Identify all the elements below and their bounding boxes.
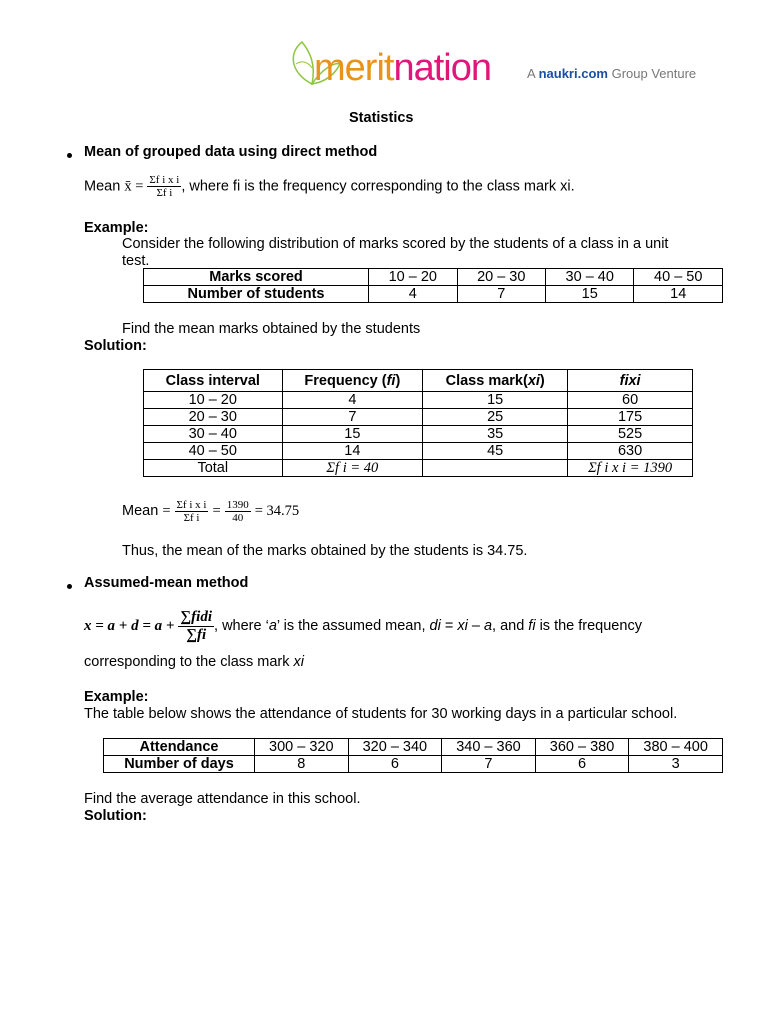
tag-naukri: naukri.com xyxy=(538,66,608,81)
desc-text: corresponding to the class mark xyxy=(84,654,294,670)
desc-var: xi xyxy=(457,618,468,634)
section1-formula xyxy=(84,174,575,199)
table-cell: 15 xyxy=(546,286,634,303)
table-cell xyxy=(423,460,568,477)
table-cell: 175 xyxy=(568,409,693,426)
table-cell: 15 xyxy=(423,392,568,409)
table-cell: 45 xyxy=(423,443,568,460)
logo-tagline xyxy=(527,66,696,81)
table-cell: 320 – 340 xyxy=(348,739,442,756)
table-cell: 25 xyxy=(423,409,568,426)
table-cell: 525 xyxy=(568,426,693,443)
formula-num: Σf i x i xyxy=(149,174,180,186)
distribution-table xyxy=(143,268,723,303)
section2-desc-line2 xyxy=(84,654,304,671)
logo-merit: merit xyxy=(314,47,394,89)
table-cell: 380 – 400 xyxy=(629,739,723,756)
table-cell: 340 – 360 xyxy=(442,739,536,756)
formula2-fraction xyxy=(178,609,214,644)
desc-var: fi xyxy=(528,618,536,634)
table-cell: 60 xyxy=(568,392,693,409)
table-cell: 40 – 50 xyxy=(144,443,283,460)
table-cell: Total xyxy=(144,460,283,477)
formula-lhs: x̄ = xyxy=(124,178,144,195)
table-cell: Number of days xyxy=(104,756,255,773)
table-cell: Marks scored xyxy=(144,269,369,286)
table-cell: 30 – 40 xyxy=(144,426,283,443)
table-row xyxy=(144,443,693,460)
page-title: Statistics xyxy=(349,110,414,126)
table-cell: 15 xyxy=(282,426,423,443)
table-row xyxy=(144,409,693,426)
desc-var: di xyxy=(429,618,441,634)
formula2-den: ∑fi xyxy=(186,626,207,643)
mean-calc-result: = 34.75 xyxy=(254,503,300,519)
tag-suffix: Group Venture xyxy=(611,66,697,81)
table-row xyxy=(144,460,693,477)
table-cell: 6 xyxy=(535,756,629,773)
mean-calc-fraction1 xyxy=(175,499,209,524)
table-header-frequency xyxy=(282,370,423,392)
table-cell: Σf i = 40 xyxy=(282,460,423,477)
table-cell: Σf i x i = 1390 xyxy=(568,460,693,477)
table-cell: 30 – 40 xyxy=(546,269,634,286)
table-row xyxy=(144,426,693,443)
solution-table xyxy=(143,369,693,477)
table-cell: 7 xyxy=(442,756,536,773)
desc-text: – xyxy=(467,618,484,634)
attendance-table xyxy=(103,738,723,773)
desc-var: xi xyxy=(293,654,305,670)
example2-text: The table below shows the attendance of students for 30 working days in a particular school. xyxy=(84,706,678,722)
desc-text: , and xyxy=(492,618,529,634)
table-cell: 8 xyxy=(254,756,348,773)
table-row xyxy=(144,370,693,392)
desc-text: is the frequency xyxy=(535,618,642,634)
frac-den: Σf i xyxy=(183,511,200,524)
header-text: ) xyxy=(395,372,401,389)
formula-fraction xyxy=(147,174,181,199)
frac-num: Σf i x i xyxy=(176,498,207,511)
example1-label: Example: xyxy=(84,220,149,236)
table-cell: 20 – 30 xyxy=(144,409,283,426)
desc-var: a xyxy=(483,618,493,634)
table-cell: 10 – 20 xyxy=(144,392,283,409)
table-row xyxy=(104,739,723,756)
table-cell: 10 – 20 xyxy=(369,269,457,286)
desc-var: a xyxy=(268,618,277,634)
section2-heading: Assumed-mean method xyxy=(84,575,249,591)
table-header-fixi xyxy=(568,370,693,392)
mean-calculation: Mean = $\frac{\text{Σf i x i}}{\text{Σf i}}$ = $\frac{1390}{40}$ = 34.75 xyxy=(122,498,300,524)
example2-label: Example: xyxy=(84,689,149,705)
mean-calc-label: Mean xyxy=(122,503,159,519)
formula2-lhs: x = a + d = a + xyxy=(84,618,175,634)
header-var: fixi xyxy=(619,372,641,389)
table-cell: 7 xyxy=(282,409,423,426)
section1-heading: Mean of grouped data using direct method xyxy=(84,144,378,160)
table-row xyxy=(144,392,693,409)
formula-text: , where fi is the frequency corresponding to the class mark xi. xyxy=(181,178,575,195)
formula-den: Σf i xyxy=(156,187,173,199)
frac-num: 1390 xyxy=(226,498,249,511)
table-cell: 35 xyxy=(423,426,568,443)
logo-nation: nation xyxy=(393,47,491,89)
table-row xyxy=(144,269,723,286)
formula2-num: ∑fidi xyxy=(180,608,213,625)
bullet-icon xyxy=(67,153,72,158)
header-text: Class mark( xyxy=(445,372,528,389)
conclusion-text: Thus, the mean of the marks obtained by the students is 34.75. xyxy=(122,543,528,559)
header-text: ) xyxy=(539,372,545,389)
header-text: Frequency ( xyxy=(304,372,387,389)
table-cell: 14 xyxy=(282,443,423,460)
desc-text: ’ is the assumed mean, xyxy=(276,618,430,634)
table-cell: 4 xyxy=(369,286,457,303)
frac-den: 40 xyxy=(232,511,244,524)
mean-label: Mean xyxy=(84,178,121,195)
table-cell: 7 xyxy=(457,286,545,303)
meritnation-logo xyxy=(282,34,732,94)
table-row xyxy=(144,286,723,303)
solution1-label: Solution: xyxy=(84,338,147,354)
table-cell: 630 xyxy=(568,443,693,460)
table-cell: 3 xyxy=(629,756,723,773)
solution2-label: Solution: xyxy=(84,808,147,824)
table-cell: 4 xyxy=(282,392,423,409)
table-row xyxy=(104,756,723,773)
find-text-2: Find the average attendance in this school. xyxy=(84,791,361,807)
table-cell: 360 – 380 xyxy=(535,739,629,756)
table-header-class-mark xyxy=(423,370,568,392)
logo-wordmark xyxy=(314,48,491,88)
header-var: fi xyxy=(386,372,396,389)
table-header-class-interval: Class interval xyxy=(144,370,283,392)
tag-prefix: A xyxy=(527,66,535,81)
table-cell: 20 – 30 xyxy=(457,269,545,286)
bullet-icon xyxy=(67,584,72,589)
table-cell: 6 xyxy=(348,756,442,773)
section2-formula xyxy=(84,606,642,646)
find-text-1: Find the mean marks obtained by the students xyxy=(122,321,421,337)
example1-text-line2: test. xyxy=(122,253,150,269)
desc-text: , where ‘ xyxy=(214,618,269,634)
table-cell: Number of students xyxy=(144,286,369,303)
header-var: xi xyxy=(527,372,540,389)
desc-text: = xyxy=(440,618,458,634)
table-cell: 40 – 50 xyxy=(634,269,723,286)
example1-text-line1: Consider the following distribution of marks scored by the students of a class in a unit xyxy=(122,236,669,252)
table-cell: Attendance xyxy=(104,739,255,756)
table-cell: 300 – 320 xyxy=(254,739,348,756)
table-cell: 14 xyxy=(634,286,723,303)
mean-calc-fraction2 xyxy=(225,499,251,524)
